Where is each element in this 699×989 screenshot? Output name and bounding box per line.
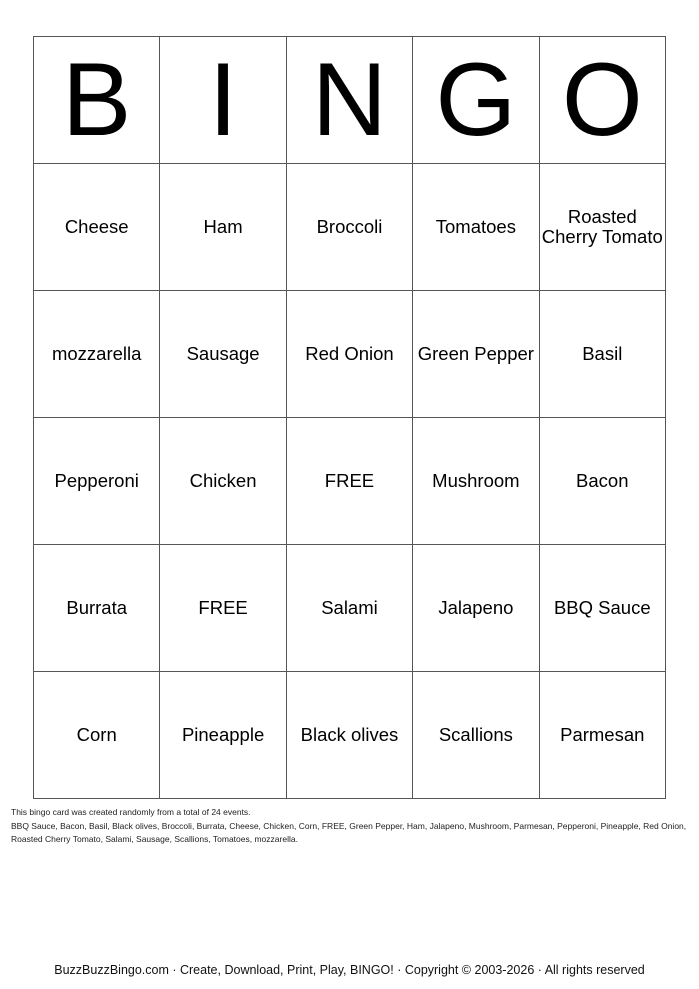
bingo-cell: Black olives	[286, 672, 412, 799]
bingo-cell-free: FREE	[286, 418, 412, 545]
bingo-cell: Burrata	[34, 545, 160, 672]
bingo-cell: Salami	[286, 545, 412, 672]
bingo-cell: Chicken	[160, 418, 286, 545]
bingo-cell: Roasted Cherry Tomato	[539, 164, 665, 291]
site-footer: BuzzBuzzBingo.com · Create, Download, Print, Play, BINGO! · Copyright © 2003-2026 · All rights reserved	[54, 963, 645, 977]
bingo-cell: Scallions	[413, 672, 539, 799]
header-letter-b: B	[34, 37, 160, 164]
notes-summary: This bingo card was created randomly from a total of 24 events.	[11, 807, 251, 817]
bingo-cell-free: FREE	[160, 545, 286, 672]
bingo-cell: Mushroom	[413, 418, 539, 545]
bingo-row	[34, 291, 666, 418]
bingo-card	[33, 36, 666, 799]
bingo-cell: Basil	[539, 291, 665, 418]
bingo-cell: Cheese	[34, 164, 160, 291]
notes-event-list: BBQ Sauce, Bacon, Basil, Black olives, Broccoli, Burrata, Cheese, Chicken, Corn, FREE, Green Pepper, Ham, Jalapeno, Mushroom, Parmesan, Pepperoni, Pineapple, Red Onion, Roasted Cherry Tomato, Salami, Sausage, Scallions, Tomatoes, mozzarella.	[11, 820, 687, 844]
bingo-cell: Pineapple	[160, 672, 286, 799]
bingo-cell: Pepperoni	[34, 418, 160, 545]
bingo-cell: Broccoli	[286, 164, 412, 291]
bingo-row	[34, 672, 666, 799]
bingo-row	[34, 418, 666, 545]
bingo-cell: BBQ Sauce	[539, 545, 665, 672]
bingo-cell: Tomatoes	[413, 164, 539, 291]
bingo-cell: mozzarella	[34, 291, 160, 418]
header-letter-i: I	[160, 37, 286, 164]
header-letter-g: G	[413, 37, 539, 164]
bingo-header-row	[34, 37, 666, 164]
bingo-cell: Corn	[34, 672, 160, 799]
bingo-cell: Sausage	[160, 291, 286, 418]
bingo-row	[34, 164, 666, 291]
header-letter-n: N	[286, 37, 412, 164]
header-letter-o: O	[539, 37, 665, 164]
card-notes	[11, 806, 691, 847]
bingo-cell: Jalapeno	[413, 545, 539, 672]
bingo-cell: Bacon	[539, 418, 665, 545]
bingo-cell: Green Pepper	[413, 291, 539, 418]
bingo-row	[34, 545, 666, 672]
bingo-cell: Red Onion	[286, 291, 412, 418]
bingo-cell: Parmesan	[539, 672, 665, 799]
bingo-cell: Ham	[160, 164, 286, 291]
